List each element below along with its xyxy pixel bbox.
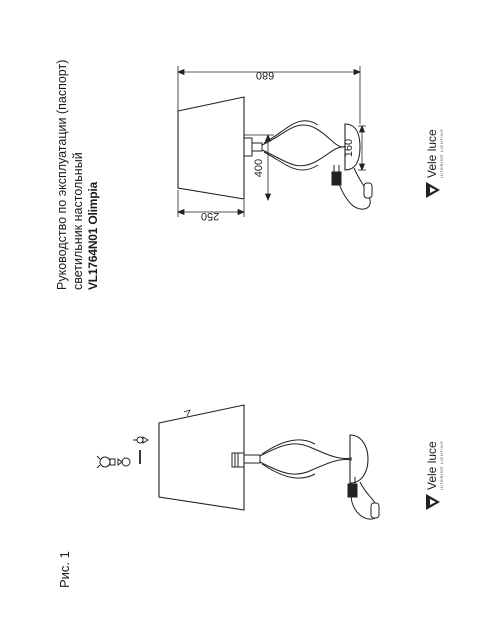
assembly-shade [159, 405, 244, 510]
lamp-icon [118, 458, 130, 466]
dim-shade-label: 250 [200, 210, 220, 222]
brand-tagline: INTERIOR LIGHTING [439, 128, 444, 178]
switch-icon [364, 183, 372, 198]
bulb-icon [97, 456, 115, 468]
logo-bottom [425, 441, 444, 510]
dim-height-label: 400 [253, 158, 265, 178]
title-line-1: Руководство по эксплуатации (паспорт) [55, 59, 69, 290]
brand-name: Vele luce [425, 441, 439, 490]
brand-tagline: INTERIOR LIGHTING [439, 440, 444, 490]
lamp-shade [178, 97, 244, 199]
dim-length-label: 680 [255, 69, 275, 81]
logo-icon [426, 494, 440, 510]
dim-base-label: 160 [343, 138, 355, 158]
logo-top [425, 129, 444, 198]
brand-name: Vele luce [425, 129, 439, 178]
manual-page: Руководство по эксплуатации (паспорт) светильник настольный VL1764N01 Olimpia Рис. 1 680 250 400 160 Vele luce INTERIOR LIGHTING Vele luce INTERIOR LIGHTING [0, 0, 481, 623]
assembly-drawing [97, 405, 379, 519]
model-name: VL1764N01 Olimpia [86, 182, 100, 290]
shade-holder [244, 138, 252, 156]
plug-icon [332, 165, 341, 185]
dim-base [358, 126, 366, 170]
assembly-base [350, 435, 368, 483]
assembly-switch-icon [371, 503, 379, 518]
title-line-2: светильник настольный [70, 152, 85, 290]
dimmer-icon [133, 437, 148, 443]
assembly-plug-icon [348, 477, 357, 497]
logo-icon [426, 182, 440, 198]
